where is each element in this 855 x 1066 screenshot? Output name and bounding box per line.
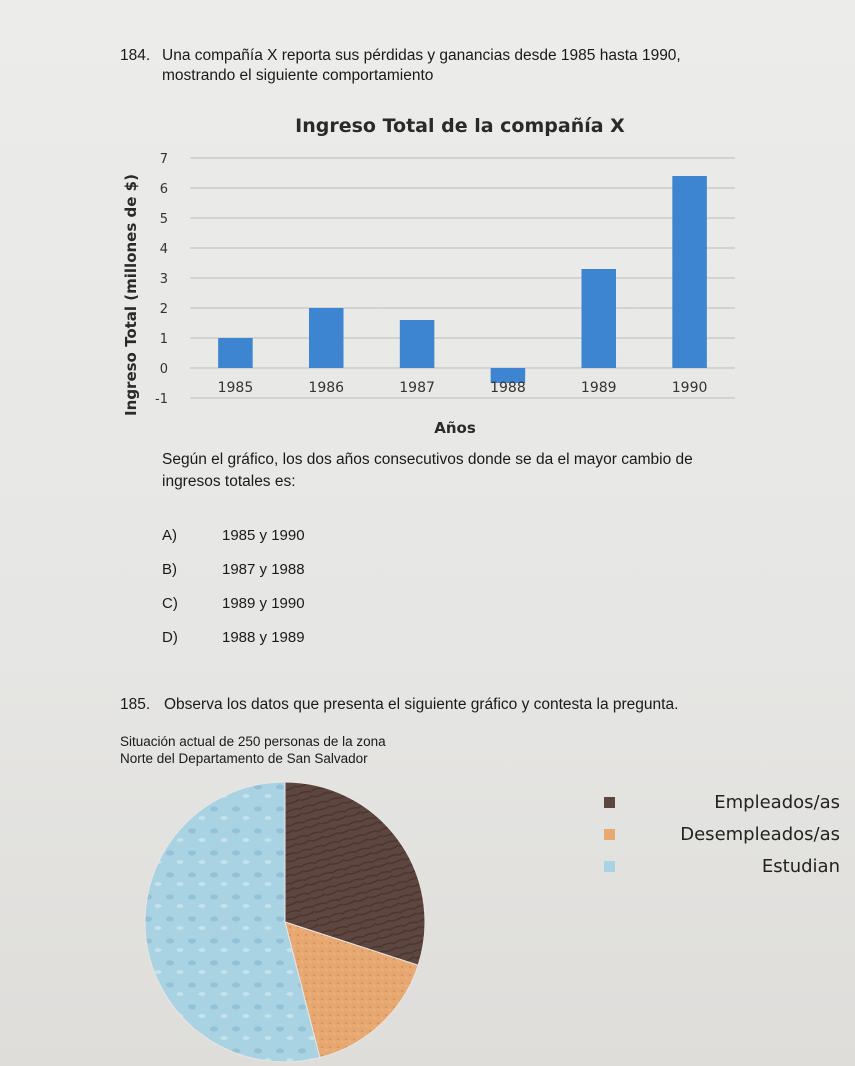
option-text: 1985 y 1990 [222, 526, 305, 544]
question-text-line-2: mostrando el siguiente comportamiento [162, 67, 434, 84]
option-a[interactable] [162, 518, 562, 552]
legend-item-employed [590, 786, 840, 818]
legend-swatch-icon [604, 829, 615, 840]
option-letter: A) [162, 526, 177, 544]
stem-line-1: Según el gráfico, los dos años consecutivos donde se da el mayor cambio de [162, 451, 693, 468]
option-text: 1989 y 1990 [222, 594, 305, 612]
legend-label: Empleados/as [714, 791, 840, 813]
y-tick-label: 4 [159, 242, 168, 257]
x-tick-label: 1988 [490, 380, 526, 396]
y-tick-label: 0 [159, 362, 168, 377]
question-text: Observa los datos que presenta el siguiente gráfico y contesta la pregunta. [164, 696, 679, 713]
x-tick-label: 1985 [217, 380, 254, 396]
bar-1986 [309, 308, 344, 368]
pie-title-line-1: Situación actual de 250 personas de la zona [120, 734, 386, 749]
bar-1989 [581, 269, 616, 368]
chart-gridlines [190, 158, 735, 398]
question-text [162, 46, 800, 86]
option-b[interactable] [162, 552, 562, 586]
legend-swatch-icon [604, 861, 615, 872]
question-185-header [120, 696, 678, 714]
legend-item-unemployed [590, 818, 840, 850]
pie-title-line-2: Norte del Departamento de San Salvador [120, 751, 368, 766]
question-184-stem [162, 449, 802, 493]
legend-item-students [590, 850, 840, 882]
pie-slices [145, 782, 425, 1062]
pie-legend [590, 786, 840, 882]
option-letter: C) [162, 594, 178, 612]
x-tick-label: 1990 [671, 380, 708, 396]
legend-swatch-icon [604, 797, 615, 808]
x-tick-label: 1986 [308, 380, 345, 396]
option-letter: B) [162, 560, 177, 578]
y-tick-label: 7 [159, 152, 168, 167]
y-axis-ticks [155, 152, 168, 407]
y-tick-label: 1 [159, 332, 168, 347]
bar-chart [110, 100, 750, 445]
bar-1990 [672, 176, 707, 368]
pie-chart [120, 780, 450, 1066]
x-axis-ticks [218, 380, 708, 396]
y-tick-label: 3 [159, 272, 168, 287]
question-number: 184. [120, 47, 151, 64]
option-d[interactable] [162, 620, 562, 654]
x-tick-label: 1987 [399, 380, 435, 396]
option-text: 1988 y 1989 [222, 628, 305, 646]
option-text: 1987 y 1988 [222, 560, 305, 578]
bar-1985 [218, 338, 253, 368]
y-tick-label: 5 [159, 212, 168, 227]
y-tick-label: 6 [159, 182, 168, 197]
question-184-header [120, 46, 800, 86]
legend-label: Desempleados/as [680, 823, 840, 845]
x-axis-label: Años [434, 419, 476, 437]
chart-bars [218, 176, 707, 383]
y-tick-label: -1 [155, 392, 168, 407]
y-tick-label: 2 [159, 302, 168, 317]
answer-options [162, 518, 562, 654]
x-tick-label: 1989 [580, 380, 617, 396]
question-number: 185. [120, 696, 151, 713]
y-axis-label: Ingreso Total (millones de $) [122, 174, 140, 416]
question-text-line-1: Una compañía X reporta sus pérdidas y ganancias desde 1985 hasta 1990, [162, 47, 681, 64]
stem-line-2: ingresos totales es: [162, 473, 296, 490]
pie-chart-title [120, 733, 386, 767]
option-c[interactable] [162, 586, 562, 620]
legend-label: Estudian [761, 855, 840, 877]
chart-title: Ingreso Total de la compañía X [295, 115, 625, 137]
bar-1987 [400, 320, 435, 368]
option-letter: D) [162, 628, 178, 646]
